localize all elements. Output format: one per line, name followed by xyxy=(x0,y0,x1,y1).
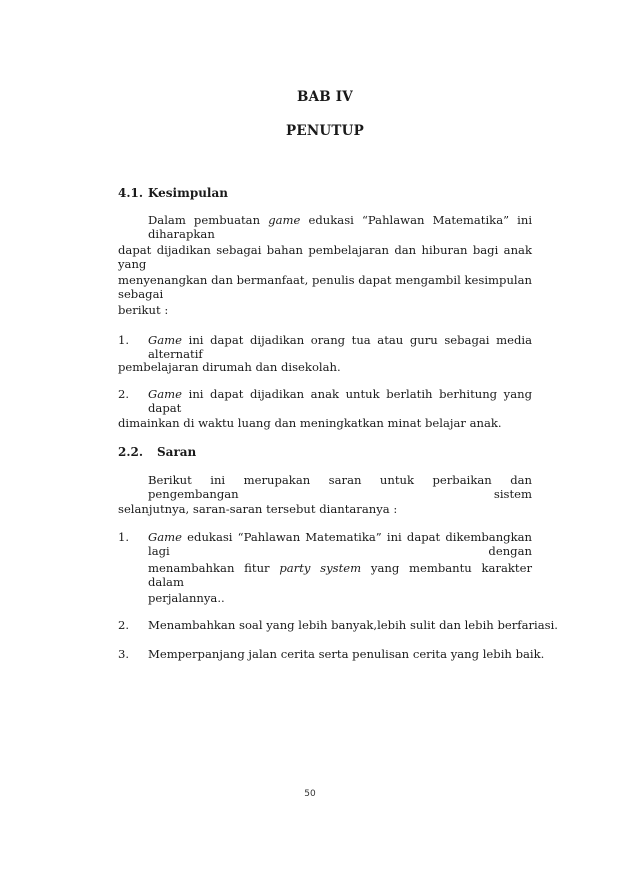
list-item-line: Game ini dapat dijadikan anak untuk berlatih berhitung yang dapat xyxy=(148,387,532,415)
list-number: 1. xyxy=(118,530,130,544)
section-title: Saran xyxy=(157,445,197,459)
list-item-line: Memperpanjang jalan cerita serta penulisan cerita yang lebih baik. xyxy=(148,647,545,661)
list-item-line: Game ini dapat dijadikan orang tua atau guru sebagai media alternatif xyxy=(148,333,533,361)
list-item-line: Menambahkan soal yang lebih banyak,lebih sulit dan lebih berfariasi. xyxy=(148,618,558,632)
page-number: 50 xyxy=(304,789,316,799)
paragraph-line: selanjutnya, saran-saran tersebut diantaranya : xyxy=(118,502,398,516)
list-item-line: pembelajaran dirumah dan disekolah. xyxy=(118,360,341,374)
list-number: 1. xyxy=(118,333,130,347)
paragraph-line: menyenangkan dan bermanfaat, penulis dapat mengambil kesimpulan sebagai xyxy=(118,273,532,301)
paragraph-line: Berikut ini merupakan saran untuk perbaikan dan pengembangan sistem xyxy=(148,473,532,501)
list-item-line: menambahkan fitur party system yang membantu karakter dalam xyxy=(148,561,532,589)
section-heading-conclusion xyxy=(118,186,228,200)
list-item-line: Game edukasi “Pahlawan Matematika” ini dapat dikembangkan lagi dengan xyxy=(148,530,532,558)
section-heading-suggestion xyxy=(118,445,196,459)
section-title: Kesimpulan xyxy=(148,186,228,200)
list-item-line: perjalannya.. xyxy=(148,591,225,605)
list-number: 2. xyxy=(118,618,130,632)
list-number: 2. xyxy=(118,387,130,401)
paragraph-line: berikut : xyxy=(118,303,169,317)
list-item-line: dimainkan di waktu luang dan meningkatkan minat belajar anak. xyxy=(118,416,502,430)
chapter-subtitle: PENUTUP xyxy=(286,123,364,139)
paragraph-line: Dalam pembuatan game edukasi “Pahlawan Matematika” ini diharapkan xyxy=(148,213,533,241)
section-number: 2.2. xyxy=(118,445,144,459)
section-number: 4.1. xyxy=(118,186,144,200)
chapter-title: BAB IV xyxy=(297,89,353,105)
paragraph-line: dapat dijadikan sebagai bahan pembelajaran dan hiburan bagi anak yang xyxy=(118,243,532,271)
list-number: 3. xyxy=(118,647,130,661)
